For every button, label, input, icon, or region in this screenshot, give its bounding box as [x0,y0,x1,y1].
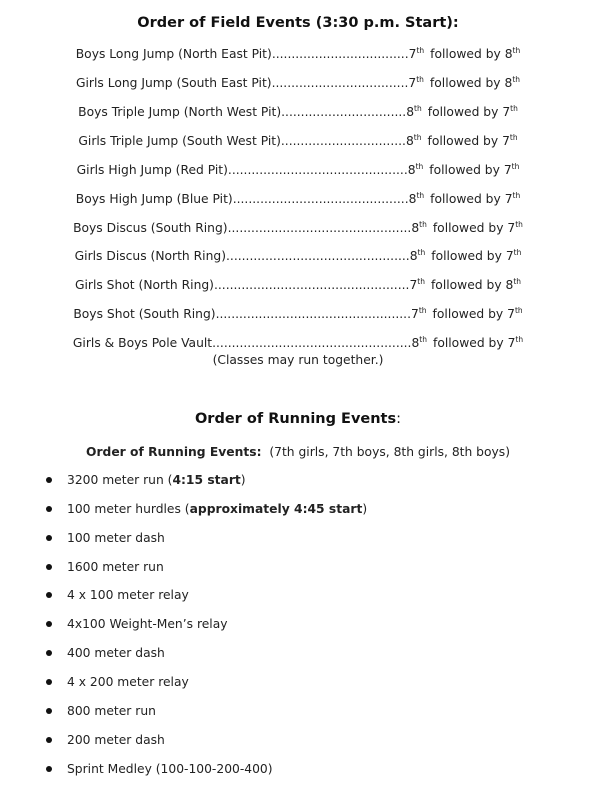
item-text: 100 meter hurdles ( [67,502,190,516]
running-event-item [46,617,228,631]
event-name: Boys High Jump (Blue Pit) [75,192,233,206]
item-text-after: ) [362,502,368,516]
event-name: Girls Discus (North Ring) [74,249,226,263]
bullet-icon [46,592,52,598]
field-event-row [0,336,596,350]
item-text: 4 x 100 meter relay [67,588,189,602]
bullet-icon [46,621,52,627]
bullet-icon [46,535,52,541]
ordinal-suffix: th [414,103,422,113]
item-text: 200 meter dash [67,733,165,747]
second-grade: 7 [502,134,510,148]
ordinal-suffix: th [413,132,422,142]
ordinal-suffix: th [511,161,520,171]
first-grade: 8 [409,249,418,263]
running-event-item [46,762,273,776]
item-text: 4 x 200 meter relay [67,675,189,689]
event-name: Boys Triple Jump (North West Pit) [78,105,282,119]
second-grade: 7 [504,192,513,206]
followed-by-text: followed by [432,221,504,235]
leader-dots: ................................... [271,76,409,90]
followed-by-text: followed by [427,134,499,148]
second-grade: 8 [505,278,514,292]
field-event-row [0,192,596,206]
first-grade: 7 [408,47,417,61]
second-grade: 7 [507,336,516,350]
ordinal-suffix: th [513,247,522,257]
running-event-item [46,473,246,487]
ordinal-suffix: th [512,45,521,55]
ordinal-suffix: th [415,161,424,171]
field-event-row [0,278,596,292]
event-name: Girls Shot (North Ring) [74,278,214,292]
event-name: Girls Triple Jump (South West Pit) [78,134,281,148]
bullet-icon [46,564,52,570]
ordinal-suffix: th [416,45,425,55]
event-name: Girls & Boys Pole Vault [72,336,213,350]
leader-dots: ................................... [271,47,409,61]
ordinal-suffix: th [515,334,524,344]
field-event-row [0,76,596,90]
ordinal-suffix: th [510,103,518,113]
first-grade: 8 [411,221,420,235]
ordinal-suffix: th [417,247,426,257]
followed-by-text: followed by [429,163,500,177]
running-event-item [46,646,165,660]
bullet-icon [46,477,52,483]
field-event-row [0,249,596,263]
running-order-label: Order of Running Events: [86,445,262,459]
field-events-title: Order of Field Events (3:30 p.m. Start): [137,15,459,31]
second-grade: 7 [507,307,515,321]
followed-by-text: followed by [429,76,501,90]
ordinal-suffix: th [417,276,425,286]
bullet-icon [46,766,52,772]
second-grade: 8 [504,76,513,90]
running-order-text: (7th girls, 7th boys, 8th girls, 8th boys) [269,445,510,459]
second-grade: 7 [503,163,512,177]
second-grade: 7 [505,249,514,263]
running-order-line [0,445,596,459]
leader-dots: .................................................. [215,307,412,321]
leader-dots: ................................................... [212,336,412,350]
running-event-item [46,560,164,574]
item-text: 800 meter run [67,704,156,718]
field-event-row [0,307,596,321]
second-grade: 8 [504,47,513,61]
leader-dots: .................................................. [213,278,410,292]
running-event-item [46,531,165,545]
first-grade: 8 [406,105,415,119]
first-grade: 8 [411,336,420,350]
ordinal-suffix: th [416,190,425,200]
first-grade: 7 [408,76,417,90]
running-event-item [46,675,189,689]
item-text: 100 meter dash [67,531,165,545]
ordinal-suffix: th [416,74,424,84]
item-text: 400 meter dash [67,646,165,660]
field-event-row [0,134,596,148]
bullet-icon [46,506,52,512]
leader-dots: .............................................. [227,163,408,177]
ordinal-suffix: th [514,305,523,315]
ordinal-suffix: th [419,219,427,229]
event-name: Boys Discus (South Ring) [73,221,228,235]
running-event-item [46,502,367,516]
leader-dots: ................................ [280,134,406,148]
followed-by-text: followed by [430,278,502,292]
classes-note: (Classes may run together.) [212,353,384,367]
field-event-row [0,47,596,61]
running-event-item [46,704,156,718]
item-text: 1600 meter run [67,560,164,574]
running-event-item [46,733,165,747]
followed-by-text: followed by [432,307,504,321]
first-grade: 8 [408,192,417,206]
ordinal-suffix: th [512,190,521,200]
leader-dots: ............................................. [232,192,409,206]
item-text: Sprint Medley (100-100-200-400) [67,762,273,776]
ordinal-suffix: th [419,334,427,344]
ordinal-suffix: th [509,132,518,142]
event-name: Girls Long Jump (South East Pit) [75,76,272,90]
leader-dots: ............................................... [227,221,412,235]
ordinal-suffix: th [513,276,522,286]
leader-dots: ............................................... [226,249,410,263]
followed-by-text: followed by [431,249,502,263]
first-grade: 7 [411,307,419,321]
followed-by-text: followed by [430,192,501,206]
running-event-item [46,588,189,602]
item-bold-text: approximately 4:45 start [189,502,363,516]
event-name: Girls High Jump (Red Pit) [76,163,228,177]
second-grade: 7 [507,221,516,235]
first-grade: 8 [405,134,414,148]
ordinal-suffix: th [515,219,523,229]
followed-by-text: followed by [427,105,499,119]
running-title-colon: : [396,411,402,427]
ordinal-suffix: th [512,74,521,84]
field-event-row [0,105,596,119]
followed-by-text: followed by [430,47,501,61]
event-name: Boys Long Jump (North East Pit) [75,47,272,61]
item-text: 4x100 Weight-Men’s relay [67,617,228,631]
first-grade: 7 [409,278,418,292]
ordinal-suffix: th [418,305,427,315]
running-title-text: Order of Running Events [194,411,397,427]
second-grade: 7 [502,105,511,119]
item-bold-text: 4:15 start [172,473,241,487]
followed-by-text: followed by [433,336,504,350]
bullet-icon [46,737,52,743]
bullet-icon [46,679,52,685]
leader-dots: ................................ [281,105,407,119]
running-events-title [0,411,596,427]
item-text-after: ) [240,473,246,487]
first-grade: 8 [407,163,416,177]
field-event-row [0,163,596,177]
bullet-icon [46,650,52,656]
bullet-icon [46,708,52,714]
event-name: Boys Shot (South Ring) [73,307,216,321]
item-text: 3200 meter run ( [67,473,173,487]
field-event-row [0,221,596,235]
